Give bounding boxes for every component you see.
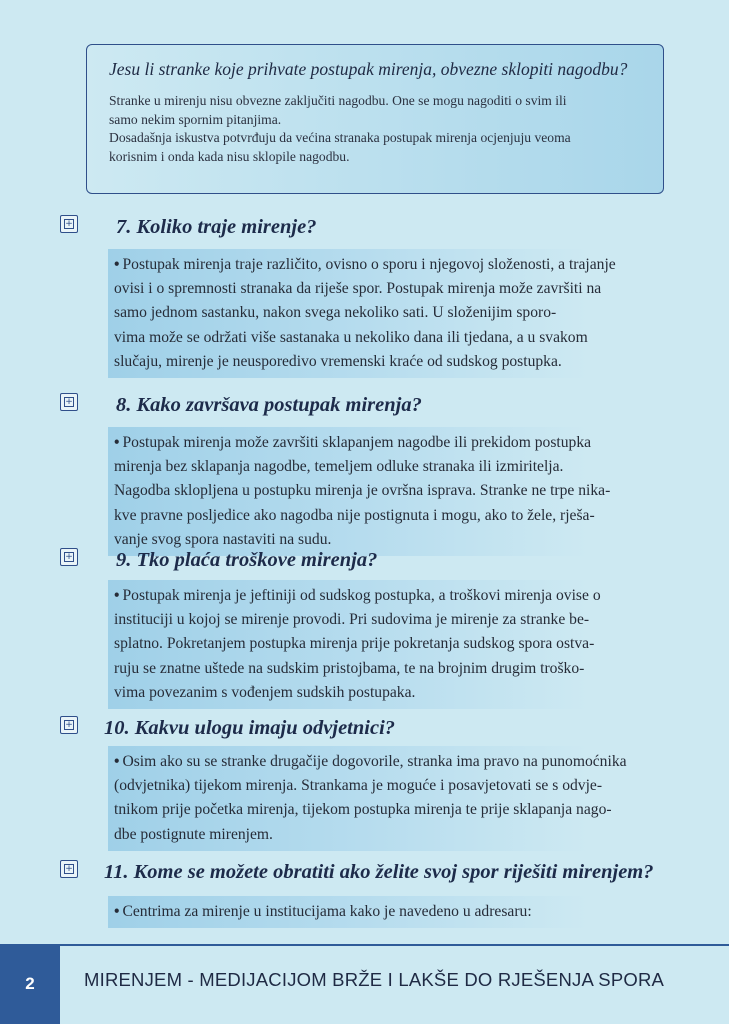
section-text (114, 900, 666, 924)
intro-answer-line: Dosadašnja iskustva potvrđuju da većina stranaka postupak mirenja ocjenjuju veoma (109, 130, 571, 145)
text-line: Postupak mirenja može završiti sklapanjem nagodbe ili prekidom postupka (122, 434, 592, 451)
bullet-icon: • (114, 434, 120, 451)
intro-answer-line: korisnim i onda kada nisu sklopile nagodbu. (109, 148, 350, 164)
text-line: ruju se znatne uštede na sudskim pristojbama, te na brojnim drugim troško- (114, 659, 585, 677)
section-text (114, 584, 666, 705)
text-line: samo jednom sastanku, nakon svega nekoliko sati. U složenijim sporo- (114, 304, 557, 322)
bullet-icon: • (114, 903, 120, 920)
text-line: Postupak mirenja je jeftiniji od sudskog postupka, a troškovi mirenja ovise o (122, 587, 601, 604)
plus-box-icon[interactable]: + (60, 860, 78, 878)
text-line: slučaju, mirenje je neusporedivo vremenski kraće od sudskog postupka. (114, 352, 562, 370)
section-body-9 (108, 580, 672, 709)
faq-intro-box (86, 44, 664, 194)
bullet-icon: • (114, 587, 120, 604)
text-line: vima povezanim s vođenjem sudskih postupaka. (114, 683, 416, 701)
footer-title: MIRENJEM - MEDIJACIJOM BRŽE I LAKŠE DO RJEŠENJA SPORA (84, 969, 665, 990)
plus-box-icon[interactable]: + (60, 393, 78, 411)
text-line: Nagodba sklopljena u postupku mirenja je ovršna isprava. Stranke ne trpe nika- (114, 482, 611, 500)
intro-answer (109, 92, 647, 166)
text-line: vima može se održati više sastanaka u nekoliko dana ili tjedana, a u svakom (114, 328, 588, 346)
section-text (114, 431, 666, 552)
text-line: splatno. Pokretanjem postupka mirenja prije pokretanja sudskog spora ostva- (114, 635, 595, 653)
text-line: Centrima za mirenje u institucijama kako je navedeno u adresaru: (122, 903, 532, 920)
section-body-11 (108, 896, 672, 928)
text-line: dbe postignute mirenjem. (114, 825, 273, 843)
intro-answer-line: Stranke u mirenju nisu obvezne zaključiti nagodbu. One se mogu nagoditi o svim ili (109, 93, 567, 108)
section-heading-7: 7. Koliko traje mirenje? (116, 216, 317, 238)
text-line: Postupak mirenja traje različito, ovisno o sporu i njegovoj složenosti, a trajanje (122, 256, 616, 273)
bullet-icon: • (114, 753, 120, 770)
section-heading-9: 9. Tko plaća troškove mirenja? (116, 549, 378, 571)
footer-divider (60, 944, 729, 946)
intro-question: Jesu li stranke koje prihvate postupak mirenja, obvezne sklopiti nagodbu? (109, 59, 628, 79)
section-body-7 (108, 249, 672, 378)
text-line: mirenja bez sklapanja nagodbe, temeljem odluke stranaka ili izmiritelja. (114, 458, 564, 476)
text-line: (odvjetnika) tijekom mirenja. Strankama je moguće i posavjetovati se s odvje- (114, 777, 603, 795)
section-heading-11: 11. Kome se možete obratiti ako želite svoj spor riješiti mirenjem? (104, 861, 654, 883)
text-line: instituciji u kojoj se mirenje provodi. Pri sudovima je mirenje za stranke be- (114, 611, 590, 629)
section-body-8 (108, 427, 672, 556)
section-body-10 (108, 746, 672, 851)
section-text (114, 253, 666, 374)
plus-box-icon[interactable]: + (60, 215, 78, 233)
text-line: kve pravne posljedice ako nagodba nije postignuta i mogu, ako to žele, rješa- (114, 506, 595, 524)
text-line: Osim ako su se stranke drugačije dogovorile, stranka ima pravo na punomoćnika (122, 753, 627, 770)
text-line: tnikom prije početka mirenja, tijekom postupka mirenja te prije sklapanja nago- (114, 801, 612, 819)
text-line: vanje svog spora nastaviti na sudu. (114, 530, 332, 548)
bullet-icon: • (114, 256, 120, 273)
section-heading-10: 10. Kakvu ulogu imaju odvjetnici? (104, 717, 396, 739)
section-heading-8: 8. Kako završava postupak mirenja? (116, 394, 422, 416)
intro-answer-line: samo nekim spornim pitanjima. (109, 111, 282, 127)
text-line: ovisi i o spremnosti stranaka da riješe spor. Postupak mirenja može završiti na (114, 280, 602, 298)
plus-box-icon[interactable]: + (60, 716, 78, 734)
page-number: 2 (0, 944, 60, 1024)
plus-box-icon[interactable]: + (60, 548, 78, 566)
section-text (114, 750, 666, 847)
